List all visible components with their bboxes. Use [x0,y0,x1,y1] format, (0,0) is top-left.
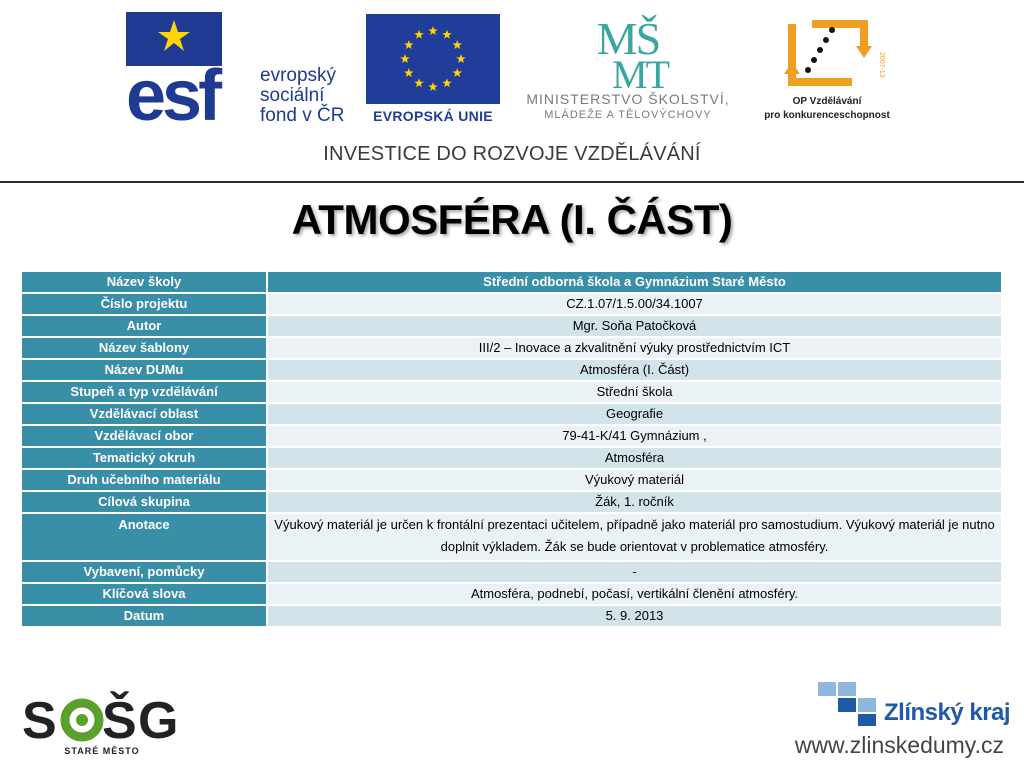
table-row [21,315,1002,337]
op-text [752,95,902,123]
svg-text:esf: esf [126,56,219,124]
table-row [21,469,1002,491]
op-logo [752,12,902,124]
row-label: Název DUMu [21,359,267,381]
row-value: Atmosféra, podnebí, počasí, vertikální členění atmosféry. [267,583,1002,605]
table-row [21,605,1002,627]
table-row [21,337,1002,359]
header-divider [0,181,1024,183]
msmt-line-1: MINISTERSTVO ŠKOLSTVÍ, [526,91,730,107]
sosg-subtitle: STARÉ MĚSTO [64,746,140,756]
eu-star [453,68,463,77]
row-label: Název školy [21,271,267,293]
table-row [21,271,1002,293]
row-label: Datum [21,605,267,627]
eu-star [428,26,438,35]
table-row [21,491,1002,513]
table-row [21,359,1002,381]
table-row [21,293,1002,315]
svg-text:G: G [138,692,179,746]
metadata-table [20,270,1003,628]
eu-star [442,78,452,87]
row-value: Střední odborná škola a Gymnázium Staré Město [267,271,1002,293]
esf-line-2: sociální [260,85,325,106]
row-label: Vybavení, pomůcky [21,561,267,583]
logo-strip [0,0,1024,180]
op-line-1: OP Vzdělávání [792,96,862,107]
eu-star [428,82,438,91]
table-row [21,447,1002,469]
row-value: III/2 – Inovace a zkvalitnění výuky prostřednictvím ICT [267,337,1002,359]
msmt-logo-icon [512,12,744,90]
page-title: ATMOSFÉRA (I. ČÁST) [291,196,733,243]
op-line-2: pro konkurenceschopnost [764,110,890,121]
eu-star [414,30,424,39]
esf-line-1: evropský [260,65,337,86]
row-value: 5. 9. 2013 [267,605,1002,627]
row-value: Mgr. Soňa Patočková [267,315,1002,337]
table-row [21,425,1002,447]
row-label: Druh učebního materiálu [21,469,267,491]
row-value: Atmosféra (I. Část) [267,359,1002,381]
msmt-line-2: MLÁDEŽE A TĚLOVÝCHOVY [544,109,712,121]
row-label: Vzdělávací obor [21,425,267,447]
row-value: Žák, 1. ročník [267,491,1002,513]
eu-star [456,54,466,63]
row-label: Vzdělávací oblast [21,403,267,425]
table-row [21,561,1002,583]
row-label: Stupeň a typ vzdělávání [21,381,267,403]
row-value: Výukový materiál je určen k frontální prezentaci učitelem, případně jako materiál pro samostudium. Výukový materiál je nutno doplnit výkladem. Žák se bude orientovat v problematice atmosféry. [267,513,1002,561]
row-value: Výukový materiál [267,469,1002,491]
esf-line-3: fond v ČR [260,105,345,126]
eu-label: EVROPSKÁ UNIE [373,108,493,124]
eu-star [400,54,410,63]
row-label: Číslo projektu [21,293,267,315]
eu-logo [366,14,500,126]
svg-text:MŠ: MŠ [596,13,660,64]
zlinsky-kraj-name: Zlínský kraj [884,699,1011,726]
eu-star [442,30,452,39]
table-row [21,513,1002,561]
sosg-logo [20,690,184,760]
row-label: Anotace [21,513,267,561]
eu-flag-icon [366,14,500,104]
eu-star [453,40,463,49]
row-value: Atmosféra [267,447,1002,469]
zlinsky-kraj-logo [816,680,1016,728]
op-logo-icon [752,12,902,94]
row-value: Střední škola [267,381,1002,403]
table-row [21,403,1002,425]
row-value: - [267,561,1002,583]
eu-star [414,78,424,87]
sosg-logo-icon [20,690,184,746]
svg-text:S: S [22,692,55,746]
msmt-logo [512,12,744,124]
svg-text:Š: Š [102,692,135,746]
investice-slogan: INVESTICE DO ROZVOJE VZDĚLÁVÁNÍ [323,143,701,165]
eu-star [404,40,414,49]
zlinsky-kraj-logo-icon [816,680,880,726]
op-years: 2007-13 [878,52,885,78]
row-label: Autor [21,315,267,337]
svg-text:MT: MT [612,52,668,90]
row-value: CZ.1.07/1.5.00/34.1007 [267,293,1002,315]
esf-text [260,66,344,126]
esf-logo [126,12,356,124]
row-label: Tematický okruh [21,447,267,469]
row-label: Název šablony [21,337,267,359]
row-value: 79-41-K/41 Gymnázium , [267,425,1002,447]
eu-star [404,68,414,77]
table-row [21,381,1002,403]
row-value: Geografie [267,403,1002,425]
site-url: www.zlinskedumy.cz [794,732,1004,758]
row-label: Cílová skupina [21,491,267,513]
table-row [21,583,1002,605]
row-label: Klíčová slova [21,583,267,605]
